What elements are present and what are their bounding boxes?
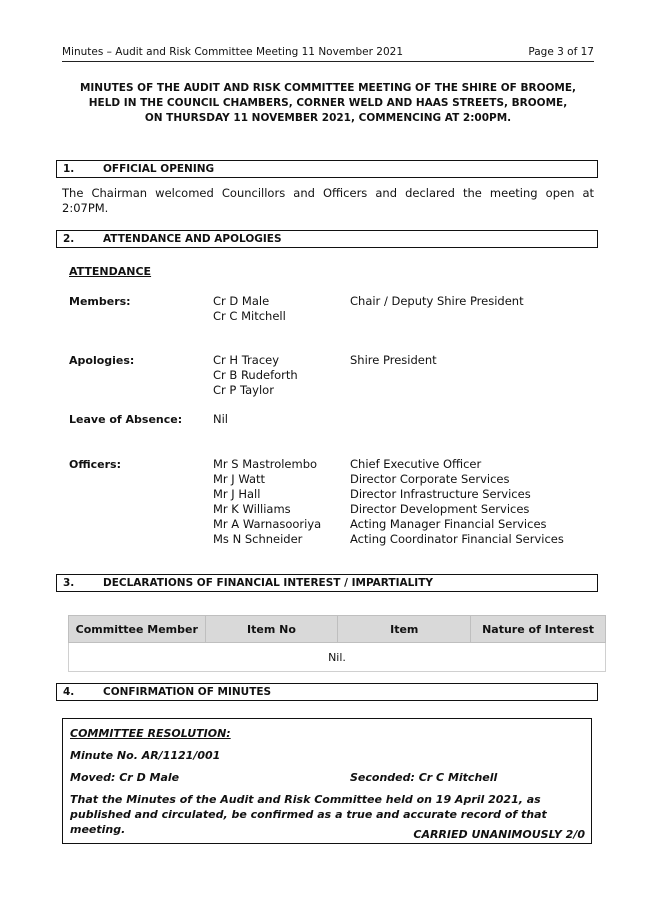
section-heading-attendance bbox=[56, 230, 598, 248]
attendee-role: Acting Coordinator Financial Services bbox=[350, 532, 564, 546]
attendee-name: Mr J Hall bbox=[213, 487, 261, 501]
table-empty-cell: Nil. bbox=[69, 643, 606, 672]
header-title: Minutes – Audit and Risk Committee Meeting 11 November 2021 bbox=[62, 46, 403, 58]
financial-interest-table bbox=[68, 615, 606, 672]
opening-paragraph: The Chairman welcomed Councillors and Officers and declared the meeting open at 2:07PM. bbox=[62, 186, 594, 215]
title-line: HELD IN THE COUNCIL CHAMBERS, CORNER WELD AND HAAS STREETS, BROOME, bbox=[88, 97, 568, 109]
section-title: DECLARATIONS OF FINANCIAL INTEREST / IMPARTIALITY bbox=[103, 577, 433, 589]
section-title: ATTENDANCE AND APOLOGIES bbox=[103, 233, 282, 245]
section-number: 2. bbox=[63, 233, 75, 245]
apologies-label: Apologies: bbox=[69, 354, 135, 367]
section-heading-confirmation bbox=[56, 683, 598, 701]
attendee-role: Chief Executive Officer bbox=[350, 457, 482, 471]
attendance-subheading: ATTENDANCE bbox=[69, 265, 152, 278]
attendee-name: Mr K Williams bbox=[213, 502, 291, 516]
attendee-role: Director Infrastructure Services bbox=[350, 487, 531, 501]
seconded-by: Seconded: Cr C Mitchell bbox=[350, 771, 498, 784]
apologies-roles bbox=[350, 353, 437, 368]
attendee-role: Chair / Deputy Shire President bbox=[350, 294, 524, 308]
officers-names bbox=[213, 457, 321, 547]
attendee-name: Mr J Watt bbox=[213, 472, 266, 486]
attendee-name: Mr A Warnasooriya bbox=[213, 517, 322, 531]
officers-roles bbox=[350, 457, 564, 547]
page-number: Page 3 of 17 bbox=[528, 46, 594, 58]
section-title: CONFIRMATION OF MINUTES bbox=[103, 686, 272, 698]
apologies-names bbox=[213, 353, 298, 398]
attendee-name: Cr H Tracey bbox=[213, 353, 280, 367]
resolution-heading: COMMITTEE RESOLUTION: bbox=[70, 727, 231, 740]
attendee-name: Nil bbox=[213, 412, 228, 426]
attendee-role: Director Development Services bbox=[350, 502, 530, 516]
title-line: MINUTES OF THE AUDIT AND RISK COMMITTEE MEETING OF THE SHIRE OF BROOME, bbox=[79, 82, 577, 94]
officers-label: Officers: bbox=[69, 458, 121, 471]
attendee-name: Ms N Schneider bbox=[213, 532, 303, 546]
section-number: 1. bbox=[63, 163, 75, 175]
members-label: Members: bbox=[69, 295, 131, 308]
section-heading-official-opening bbox=[56, 160, 598, 178]
section-number: 4. bbox=[63, 686, 75, 698]
moved-by: Moved: Cr D Male bbox=[70, 771, 180, 784]
title-line: ON THURSDAY 11 NOVEMBER 2021, COMMENCING AT 2:00PM. bbox=[144, 112, 512, 124]
carried-status: CARRIED UNANIMOUSLY 2/0 bbox=[413, 828, 585, 841]
attendee-name: Cr C Mitchell bbox=[213, 309, 286, 323]
resolution-text: That the Minutes of the Audit and Risk Committee held on 19 April 2021, as published and circulated, be confirmed as a true and accurate record of that meeting. bbox=[70, 793, 547, 836]
committee-resolution-box bbox=[62, 718, 592, 844]
attendee-role: Acting Manager Financial Services bbox=[350, 517, 547, 531]
column-header: Item No bbox=[205, 616, 338, 643]
section-number: 3. bbox=[63, 577, 75, 589]
attendee-role: Shire President bbox=[350, 353, 437, 367]
attendee-role: Director Corporate Services bbox=[350, 472, 510, 486]
table-row bbox=[69, 643, 606, 672]
section-title: OFFICIAL OPENING bbox=[103, 163, 215, 175]
minute-number: Minute No. AR/1121/001 bbox=[70, 749, 221, 762]
attendee-name: Mr S Mastrolembo bbox=[213, 457, 318, 471]
attendee-name: Cr B Rudeforth bbox=[213, 368, 298, 382]
column-header: Nature of Interest bbox=[471, 616, 606, 643]
running-header bbox=[62, 46, 594, 62]
section-heading-declarations bbox=[56, 574, 598, 592]
leave-of-absence-label: Leave of Absence: bbox=[69, 413, 183, 426]
attendee-name: Cr D Male bbox=[213, 294, 270, 308]
members-roles bbox=[350, 294, 524, 309]
column-header: Committee Member bbox=[69, 616, 206, 643]
table-header-row bbox=[69, 616, 606, 643]
attendee-name: Cr P Taylor bbox=[213, 383, 274, 397]
members-names bbox=[213, 294, 286, 324]
column-header: Item bbox=[338, 616, 471, 643]
document-title bbox=[62, 81, 594, 126]
leave-of-absence-names bbox=[213, 412, 228, 427]
